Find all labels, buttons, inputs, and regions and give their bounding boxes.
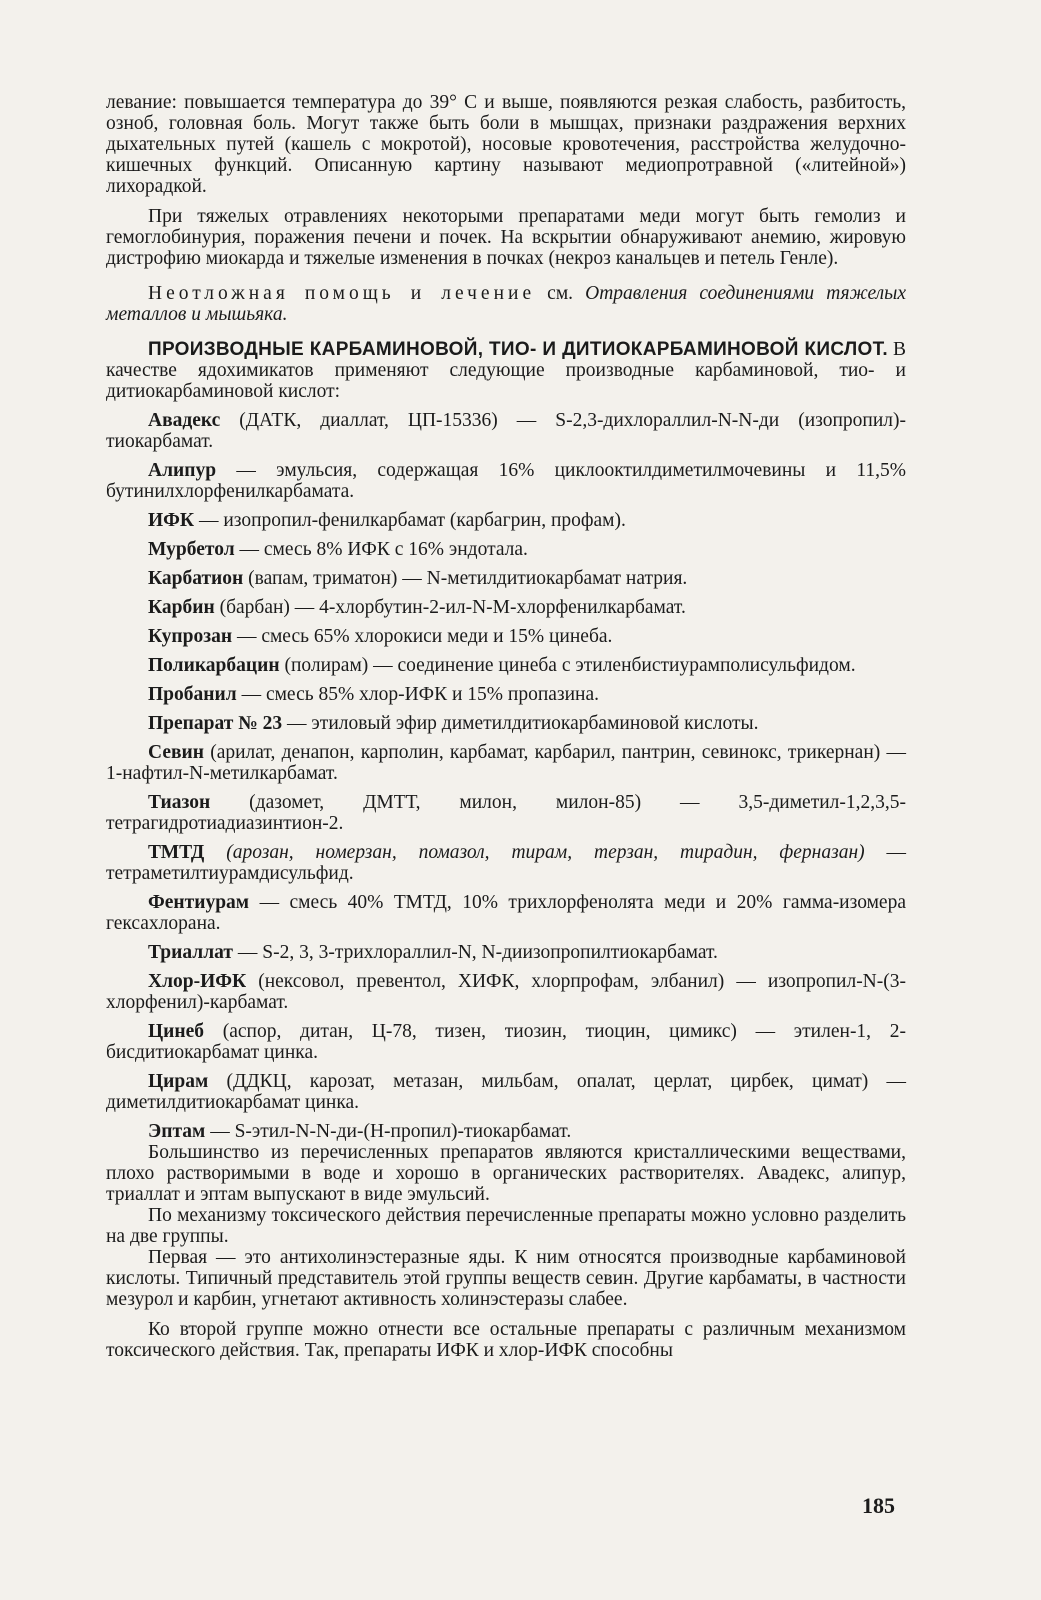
entry-term: Купрозан <box>148 626 233 647</box>
entry-text: — S-этил-N-N-ди-(Н-пропил)-тиокарбамат. <box>205 1121 572 1142</box>
entry-term: Триаллат <box>148 942 233 963</box>
entry-text: (полирам) — соединение цинеба с этиленбистиурамполисульфидом. <box>279 655 856 676</box>
entry-text: (арилат, денапон, карполин, карбамат, карбарил, пантрин, севинокс, трикернан) — 1-нафтил-N-метилкарбамат. <box>106 742 906 784</box>
entry-text: — эмульсия, содержащая 16% циклооктилдиметилмочевины и 11,5% бутинилхлорфенилкарбамата. <box>106 460 906 502</box>
emergency-aid-line <box>106 283 906 325</box>
paragraph-intro-1: левание: повышается температура до 39° С и выше, появляются резкая слабость, разбитость, озноб, головная боль. Могут также быть боли в мышцах, признаки раздражения верхних дыхательных путей (кашель с мокротой), носовые кровотечения, расстройства желудочно-кишечных функций. Описанную картину называют медиопротравной («литейной») лихорадкой. <box>106 92 906 197</box>
entry-term: Тиазон <box>148 792 211 813</box>
entry-karbin <box>106 597 906 618</box>
entry-term: Пробанил <box>148 684 237 705</box>
paragraph-closing-1: Большинство из перечисленных препаратов являются кристаллическими веществами, плохо растворимыми в воде и хорошо в органических растворителях. Авадекс, алипур, триаллат и эптам выпускают в виде эмульсий. <box>106 1142 906 1205</box>
entry-term: ТМТД <box>148 842 205 863</box>
section-lead: В качестве ядохимикатов применяют следующие производные карбаминовой, тио- и дитиокарбаминовой кислот: <box>106 339 906 402</box>
section-intro <box>106 339 906 402</box>
entry-kuprozan <box>106 626 906 647</box>
paragraph-closing-2: По механизму токсического действия перечисленные препараты можно условно разделить на две группы. <box>106 1205 906 1247</box>
entry-term: Препарат № 23 <box>148 713 283 734</box>
section-heading: ПРОИЗВОДНЫЕ КАРБАМИНОВОЙ, ТИО- И ДИТИОКАРБАМИНОВОЙ КИСЛОТ. <box>148 339 888 360</box>
entry-text: — S-2, 3, 3-трихлораллил-N, N-диизопропилтиокарбамат. <box>232 942 718 963</box>
page-number: 185 <box>862 1493 895 1518</box>
entry-eptam <box>106 1121 906 1142</box>
entry-preparat-23 <box>106 713 906 734</box>
paragraph-intro-2: При тяжелых отравлениях некоторыми препаратами меди могут быть гемолиз и гемоглобинурия, поражения печени и почек. На вскрытии обнаруживают анемию, жировую дистрофию миокарда и тяжелые изменения в почках (некроз канальцев и петель Генле). <box>106 206 906 269</box>
entry-text: (барбан) — 4-хлорбутин-2-ил-N-М-хлорфенилкарбамат. <box>214 597 686 618</box>
entry-zineb <box>106 1021 906 1063</box>
entry-term: Авадекс <box>148 410 221 431</box>
entry-text: (дазомет, ДМТТ, милон, милон-85) — 3,5-диметил-1,2,3,5-тетрагидротиадиазинтион-2. <box>106 792 906 834</box>
entry-text: — этиловый эфир диметилдитиокарбаминовой кислоты. <box>282 713 759 734</box>
emergency-aid-label: Неотложная помощь и лечение <box>148 283 536 304</box>
entry-term: Карбатион <box>148 568 244 589</box>
entry-polikarbacin <box>106 655 906 676</box>
emergency-aid-see: см. <box>535 283 586 304</box>
entry-text: (нексовол, превентол, ХИФК, хлорпрофам, элбанил) — изопропил-N-(3-хлорфенил)-карбамат. <box>106 971 906 1013</box>
entry-text: — смесь 8% ИФК с 16% эндотала. <box>234 539 528 560</box>
entry-fentiuram <box>106 892 906 934</box>
entry-ziram <box>106 1071 906 1113</box>
entry-tmtd <box>106 842 906 884</box>
entry-text: (ДАТК, диаллат, ЦП-15336) — S-2,3-дихлораллил-N-N-ди (изопропил)-тиокарбамат. <box>106 410 906 452</box>
entry-text: (вапам, триматон) — N-метилдитиокарбамат натрия. <box>243 568 688 589</box>
entry-term: Карбин <box>148 597 215 618</box>
entry-sevin <box>106 742 906 784</box>
entry-term: Мурбетол <box>148 539 235 560</box>
paragraph-closing-4: Ко второй группе можно отнести все остальные препараты с различным механизмом токсического действия. Так, препараты ИФК и хлор-ИФК способны <box>106 1319 906 1361</box>
paragraph-closing-3: Первая — это антихолинэстеразные яды. К ним относятся производные карбаминовой кислоты. Типичный представитель этой группы веществ севин. Другие карбаматы, в частности мезурол и карбин, угнетают активность холинэстеразы слабее. <box>106 1247 906 1310</box>
entry-term: Фентиурам <box>148 892 250 913</box>
entry-triallat <box>106 942 906 963</box>
entry-term: Цинеб <box>148 1021 205 1042</box>
entry-term: Эптам <box>148 1121 206 1142</box>
entry-probanil <box>106 684 906 705</box>
entry-text: (ДДКЦ, карозат, метазан, мильбам, опалат, церлат, цирбек, цимат) — диметилдитиокарбамат цинка. <box>106 1071 906 1113</box>
entry-text: — смесь 65% хлорокиси меди и 15% цинеба. <box>232 626 613 647</box>
entry-text: — тетраметилтиурамдисульфид. <box>106 842 907 884</box>
entry-term: Поликарбацин <box>148 655 280 676</box>
entry-text: (аспор, дитан, Ц-78, тизен, тиозин, тиоцин, цимикс) — этилен-1, 2-бисдитиокарбамат цинка. <box>106 1021 906 1063</box>
entry-tiazon <box>106 792 906 834</box>
entry-alipur <box>106 460 906 502</box>
entry-term: Цирам <box>148 1071 209 1092</box>
entry-chlor-ifk <box>106 971 906 1013</box>
entry-text: — смесь 85% хлор-ИФК и 15% пропазина. <box>236 684 600 705</box>
entry-text: — смесь 40% ТМТД, 10% трихлорфенолята меди и 20% гамма-изомера гексахлорана. <box>106 892 906 934</box>
entry-murbetol <box>106 539 906 560</box>
entry-term: Хлор-ИФК <box>148 971 247 992</box>
emergency-aid-reference: Отравления соединениями тяжелых металлов и мышьяка. <box>106 283 907 325</box>
entry-synonyms: (арозан, номерзан, помазол, тирам, терзан, тирадин, ферназан) <box>204 842 865 863</box>
entry-term: ИФК <box>148 510 195 531</box>
entry-avadex <box>106 410 906 452</box>
entry-karbation <box>106 568 906 589</box>
text-column <box>106 92 906 1361</box>
entry-term: Алипур <box>148 460 217 481</box>
entry-ifk <box>106 510 906 531</box>
entry-term: Севин <box>148 742 204 763</box>
entry-text: — изопропил-фенилкарбамат (карбагрин, профам). <box>194 510 626 531</box>
